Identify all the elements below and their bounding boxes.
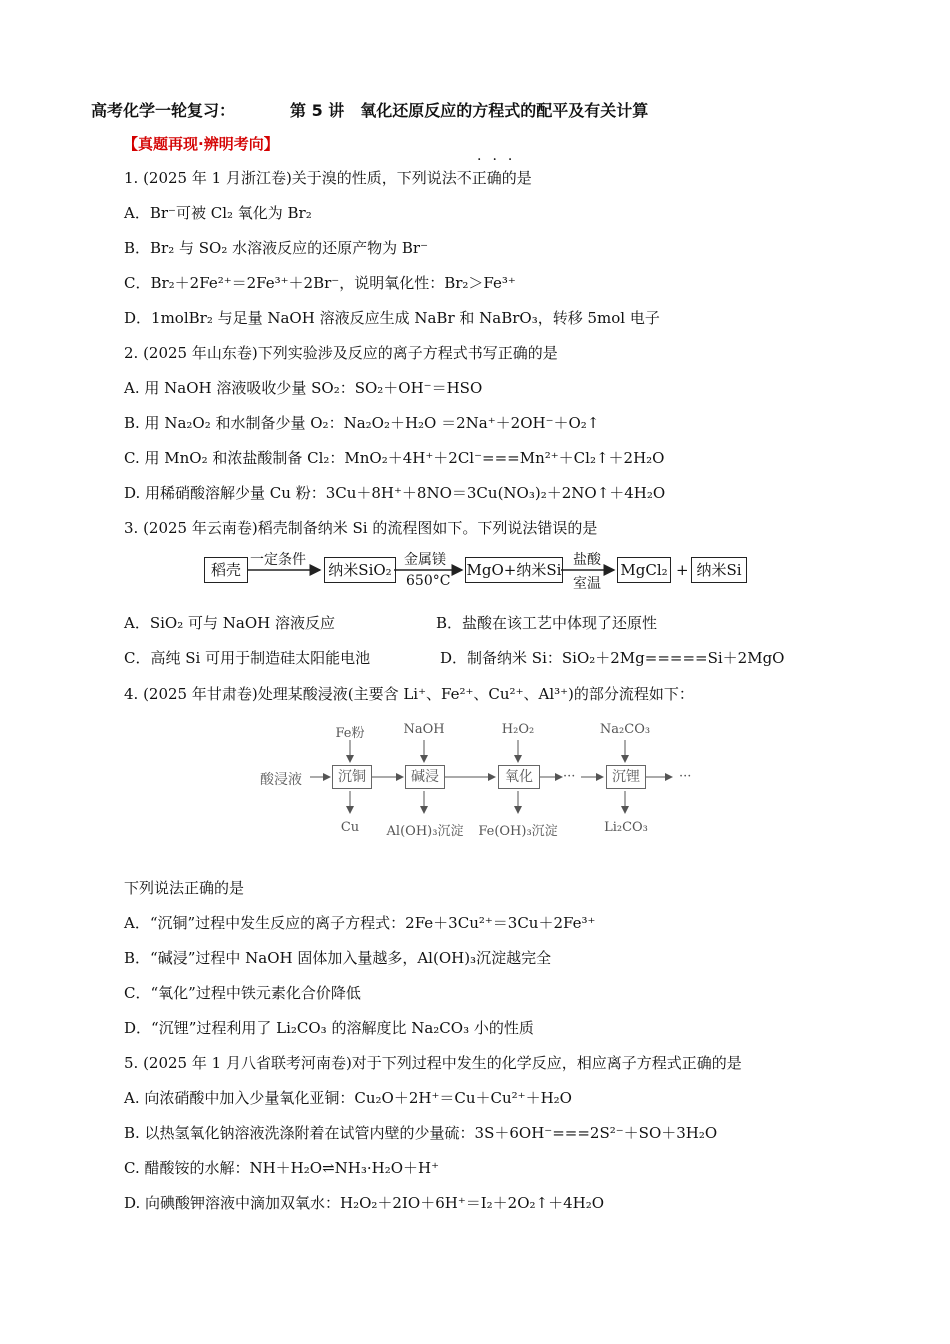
q4-option-d: D．“沉锂”过程利用了 Li₂CO₃ 的溶解度比 Na₂CO₃ 小的性质	[124, 1019, 534, 1037]
q3-option-d: D．制备纳米 Si：SiO₂＋2Mg=====Si＋2MgO	[440, 649, 785, 667]
q4-box-copper-precip: 沉铜	[332, 765, 372, 789]
q5-option-a: A. 向浓硝酸中加入少量氧化亚铜：Cu₂O＋2H⁺＝Cu＋Cu²⁺＋H₂O	[124, 1089, 572, 1107]
q4-stem: 4. (2025 年甘肃卷)处理某酸浸液(主要含 Li⁺、Fe²⁺、Cu²⁺、Al³⁺)的部分流程如下：	[124, 685, 694, 703]
q3-arrow2-bottom-label: 650°C	[406, 573, 451, 589]
q4-input-label: 酸浸液	[260, 772, 302, 788]
q5-option-c: C. 醋酸铵的水解：NH＋H₂O⇌NH₃·H₂O＋H⁺	[124, 1159, 440, 1177]
q4-box-alkali-leach: 碱浸	[405, 765, 445, 789]
lesson-title: 第 5 讲 氧化还原反应的方程式的配平及有关计算	[290, 101, 649, 120]
q2-option-c: C. 用 MnO₂ 和浓盐酸制备 Cl₂：MnO₂＋4H⁺＋2Cl⁻===Mn²⁺＋Cl₂↑＋2H₂O	[124, 449, 665, 467]
emphasis-dots: ···	[477, 152, 524, 168]
q1-option-b: B．Br₂ 与 SO₂ 水溶液反应的还原产物为 Br⁻	[124, 239, 429, 257]
q4-reagent-h2o2: H₂O₂	[501, 722, 535, 737]
q3-stem: 3. (2025 年云南卷)稻壳制备纳米 Si 的流程图如下。下列说法错误的是	[124, 519, 598, 537]
q5-stem: 5. (2025 年 1 月八省联考河南卷)对于下列过程中发生的化学反应，相应离子方程式正确的是	[124, 1054, 742, 1072]
q3-arrow2-top-label: 金属镁	[404, 552, 446, 568]
q4-option-a: A．“沉铜”过程中发生反应的离子方程式：2Fe＋3Cu²⁺＝3Cu＋2Fe³⁺	[124, 914, 596, 932]
q3-box-rice-husk: 稻壳	[204, 557, 248, 583]
q3-option-a: A．SiO₂ 可与 NaOH 溶液反应	[124, 614, 335, 632]
q4-box-lithium-precip: 沉锂	[606, 765, 646, 789]
q4-product-li2co3: Li₂CO₃	[604, 820, 648, 835]
q3-arrow3-bottom-label: 室温	[573, 576, 601, 592]
section-tag: 【真题再现·辨明考向】	[123, 135, 279, 153]
q1-option-a: A．Br⁻可被 Cl₂ 氧化为 Br₂	[124, 204, 312, 222]
q4-reagent-naoh: NaOH	[403, 722, 445, 737]
q3-box-nano-sio2: 纳米SiO₂	[324, 557, 396, 583]
q4-product-aloh3: Al(OH)₃沉淀	[386, 824, 464, 839]
q2-option-b: B. 用 Na₂O₂ 和水制备少量 O₂：Na₂O₂＋H₂O ＝2Na⁺＋2OH⁻＋O₂↑	[124, 414, 600, 432]
q4-option-c: C．“氧化”过程中铁元素化合价降低	[124, 984, 361, 1002]
q4-ellipsis-2: ···	[679, 769, 692, 784]
q4-option-b: B．“碱浸”过程中 NaOH 固体加入量越多，Al(OH)₃沉淀越完全	[124, 949, 552, 967]
q2-option-a: A. 用 NaOH 溶液吸收少量 SO₂：SO₂＋OH⁻＝HSO	[124, 379, 483, 397]
q1-option-d: D．1molBr₂ 与足量 NaOH 溶液反应生成 NaBr 和 NaBrO₃，转移 5mol 电子	[124, 309, 660, 327]
q4-reagent-na2co3: Na₂CO₃	[599, 722, 651, 737]
q2-stem: 2. (2025 年山东卷)下列实验涉及反应的离子方程式书写正确的是	[124, 344, 558, 362]
q4-ellipsis-1: ···	[563, 769, 576, 784]
q3-arrow1-label: 一定条件	[250, 552, 306, 568]
q4-lead: 下列说法正确的是	[124, 879, 245, 897]
q3-arrow3-top-label: 盐酸	[573, 552, 601, 568]
q4-reagent-fe: Fe粉	[335, 726, 365, 741]
q3-option-c: C．高纯 Si 可用于制造硅太阳能电池	[124, 649, 371, 667]
q1-stem: 1. (2025 年 1 月浙江卷)关于溴的性质，下列说法不正确的是	[124, 169, 532, 187]
q5-option-d: D. 向碘酸钾溶液中滴加双氧水：H₂O₂＋2IO＋6H⁺＝I₂＋2O₂↑＋4H₂O	[124, 1194, 605, 1212]
q4-box-oxidation: 氧化	[498, 765, 540, 789]
q3-plus-sign: +	[676, 561, 689, 579]
q3-option-b: B．盐酸在该工艺中体现了还原性	[436, 614, 658, 632]
q4-product-cu: Cu	[340, 820, 360, 835]
q1-option-c: C．Br₂＋2Fe²⁺＝2Fe³⁺＋2Br⁻，说明氧化性：Br₂＞Fe³⁺	[124, 274, 516, 292]
q2-option-d: D. 用稀硝酸溶解少量 Cu 粉：3Cu＋8H⁺＋8NO＝3Cu(NO₃)₂＋2NO↑＋4H₂O	[124, 484, 666, 502]
q5-option-b: B. 以热氢氧化钠溶液洗涤附着在试管内壁的少量硫：3S＋6OH⁻===2S²⁻＋SO＋3H₂O	[124, 1124, 718, 1142]
q4-product-feoh3: Fe(OH)₃沉淀	[478, 824, 558, 839]
series-title: 高考化学一轮复习：	[91, 101, 236, 120]
q3-box-mgo-si: MgO+纳米Si	[465, 557, 563, 583]
q3-box-mgcl2: MgCl₂	[617, 557, 671, 583]
q3-box-nano-si: 纳米Si	[691, 557, 747, 583]
